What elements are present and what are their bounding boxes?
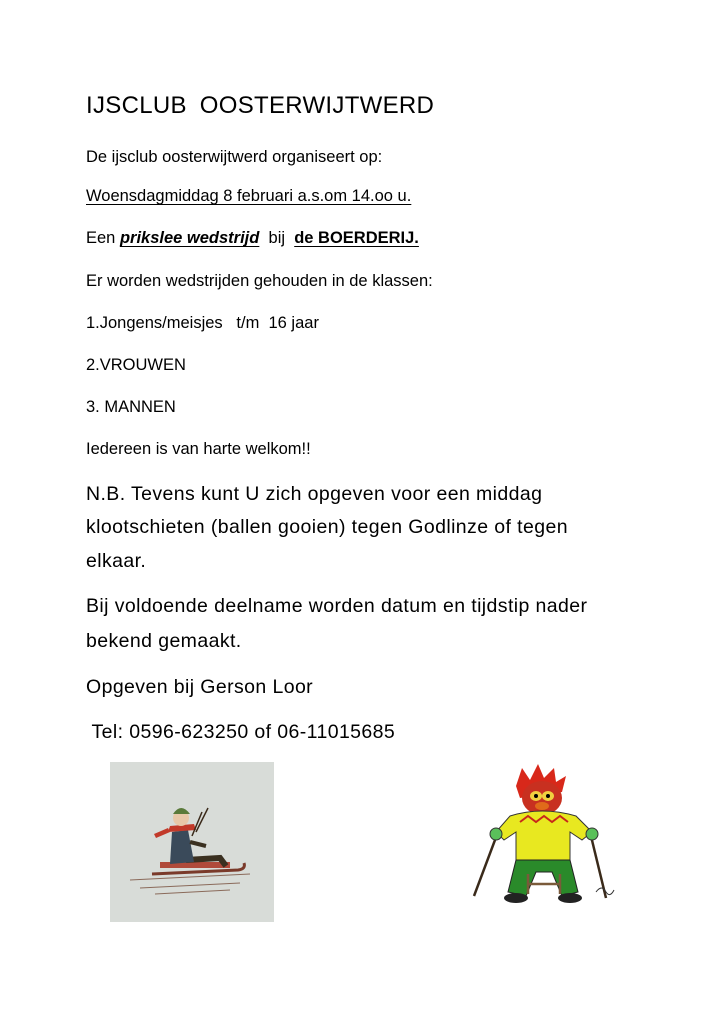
event-location: de BOERDERIJ. — [294, 229, 419, 247]
event-name: prikslee wedstrijd — [119, 229, 260, 247]
class-item: 1.Jongens/meisjes t/m 16 jaar — [86, 314, 319, 332]
phone-text: Tel: 0596-623250 of 06-11015685 — [86, 721, 396, 743]
page-title: IJSCLUB OOSTERWIJTWERD — [86, 92, 435, 119]
intro-text: De ijsclub oosterwijtwerd organiseert op: — [86, 148, 383, 166]
event-mid: bij — [259, 229, 295, 247]
class-item: 2.VROUWEN — [86, 356, 186, 374]
note-line: klootschieten (ballen gooien) tegen Godlinze of tegen — [86, 516, 568, 538]
event-pre: Een — [86, 229, 120, 247]
info-line: bekend gemaakt. — [86, 630, 242, 652]
info-line: Bij voldoende deelname worden datum en tijdstip nader — [86, 595, 588, 617]
classes-intro: Er worden wedstrijden gehouden in de klassen: — [86, 272, 433, 290]
welcome-text: Iedereen is van harte welkom!! — [86, 440, 311, 458]
cartoon-sled-figure — [466, 764, 622, 910]
note-line: N.B. Tevens kunt U zich opgeven voor een middag — [86, 483, 543, 505]
signup-text: Opgeven bij Gerson Loor — [86, 676, 314, 698]
class-item: 3. MANNEN — [86, 398, 176, 416]
sled-child-illustration — [110, 762, 274, 922]
event-line — [86, 229, 419, 248]
date-line: Woensdagmiddag 8 februari a.s.om 14.oo u. — [86, 187, 412, 205]
note-line: elkaar. — [86, 550, 147, 572]
